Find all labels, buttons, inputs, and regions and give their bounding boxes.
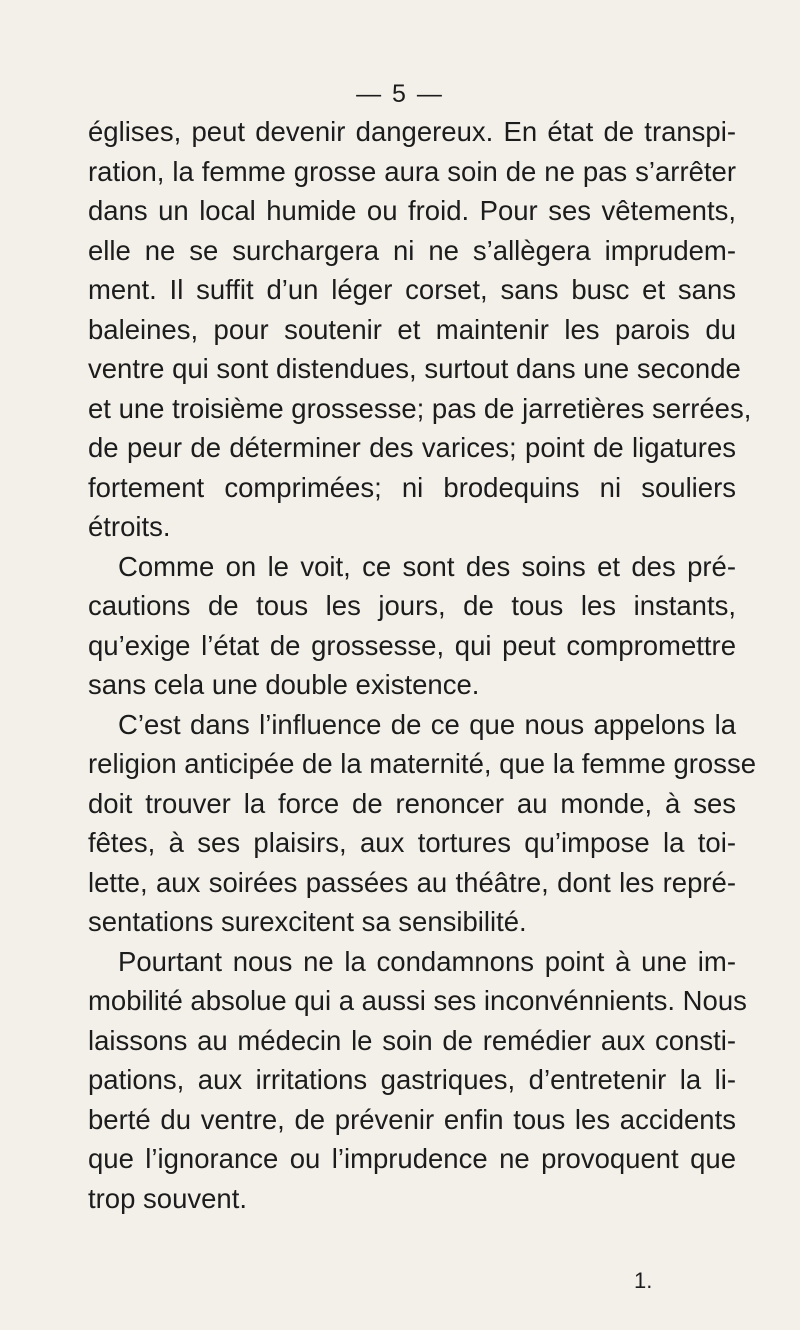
text-line: C’est dans l’influence de ce que nous appelons la	[118, 708, 736, 740]
text-line: laissons au médecin le soin de remédier aux consti-	[88, 1024, 736, 1056]
signature-mark: 1.	[634, 1268, 653, 1293]
body-text	[88, 112, 757, 1218]
text-line: étroits.	[88, 511, 171, 542]
text-line: Comme on le voit, ce sont des soins et des pré-	[118, 550, 736, 582]
text-line: dans un local humide ou froid. Pour ses vêtements,	[88, 195, 736, 226]
text-line: fêtes, à ses plaisirs, aux tortures qu’impose la toi-	[88, 827, 736, 858]
text-line: cautions de tous les jours, de tous les instants,	[88, 590, 736, 621]
text-line: lette, aux soirées passées au théâtre, dont les repré-	[88, 866, 736, 898]
text-line: que l’ignorance ou l’imprudence ne provoquent que	[88, 1143, 736, 1174]
page-number: — 5 —	[356, 80, 444, 108]
text-line: ration, la femme grosse aura soin de ne pas s’arrêter	[88, 155, 736, 187]
text-line: sans cela une double existence.	[88, 669, 480, 700]
text-line: berté du ventre, de prévenir enfin tous les accidents	[88, 1103, 736, 1135]
text-line: de peur de déterminer des varices; point de ligatures	[88, 432, 736, 463]
text-line: Pourtant nous ne la condamnons point à une im-	[118, 945, 736, 977]
text-line: elle ne se surchargera ni ne s’allègera imprudem-	[88, 234, 736, 266]
text-line: églises, peut devenir dangereux. En état de transpi-	[88, 116, 736, 147]
text-line: ment. Il suffit d’un léger corset, sans busc et sans	[88, 274, 736, 305]
text-line: ventre qui sont distendues, surtout dans une seconde	[88, 353, 741, 384]
text-line: et une troisième grossesse; pas de jarretières serrées,	[88, 392, 752, 424]
text-line: mobilité absolue qui a aussi ses inconvénnients. Nous	[88, 985, 747, 1016]
text-line: religion anticipée de la maternité, que la femme grosse	[88, 748, 757, 779]
text-line: doit trouver la force de renoncer au monde, à ses	[88, 787, 736, 819]
text-line: fortement comprimées; ni brodequins ni souliers	[88, 471, 736, 503]
text-line: qu’exige l’état de grossesse, qui peut compromettre	[88, 629, 736, 661]
text-line: baleines, pour soutenir et maintenir les parois du	[88, 313, 736, 345]
text-line: pations, aux irritations gastriques, d’entretenir la li-	[88, 1064, 736, 1095]
text-line: sentations surexcitent sa sensibilité.	[88, 906, 527, 937]
text-line: trop souvent.	[88, 1182, 247, 1214]
